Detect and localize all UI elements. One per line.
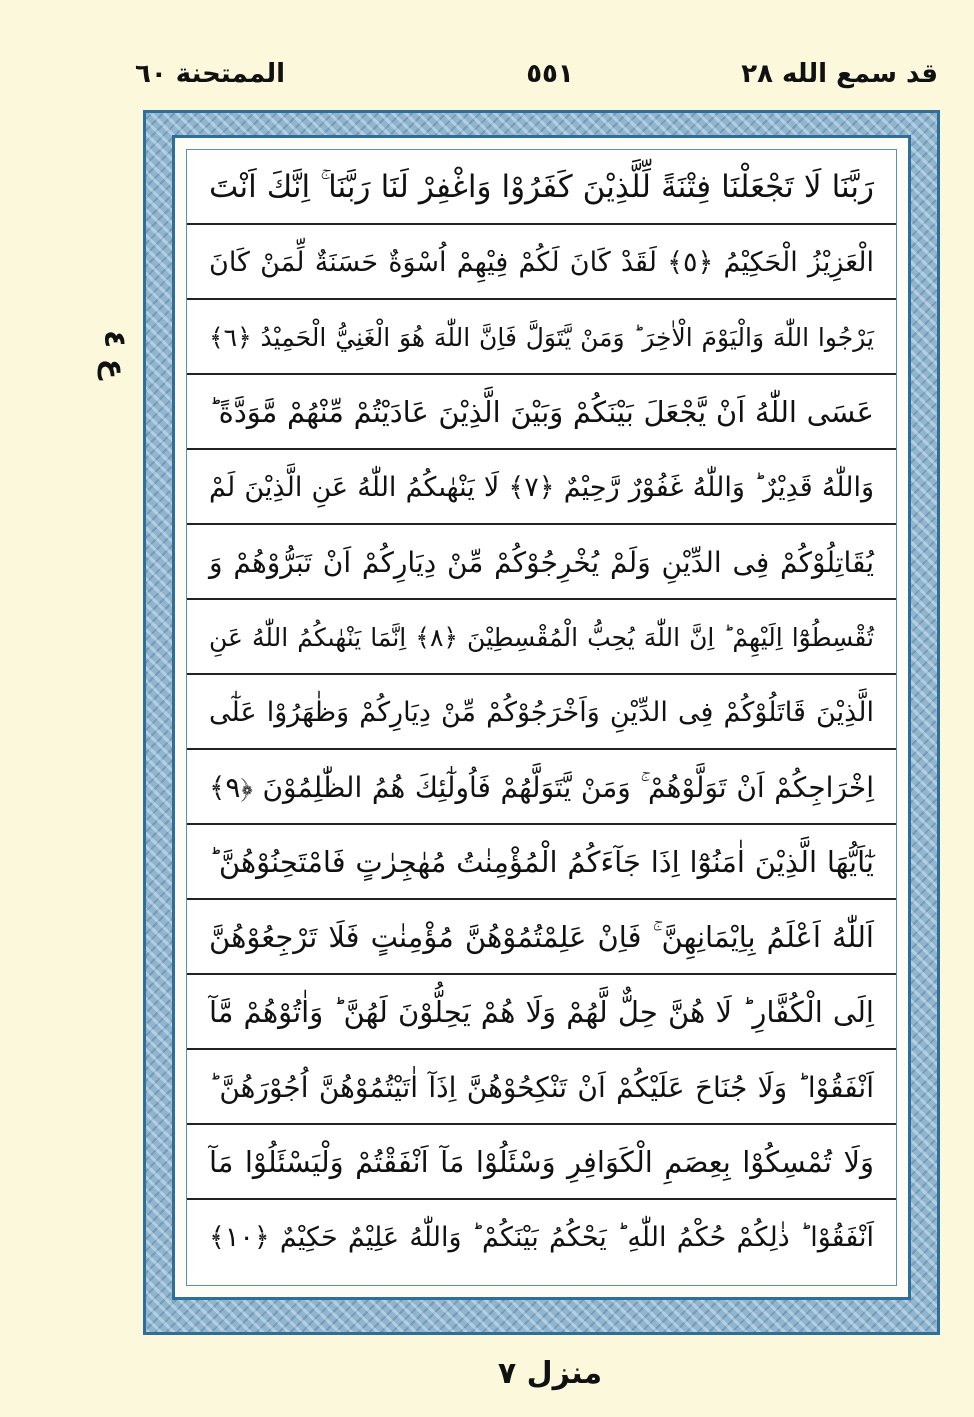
verse-line: تُقْسِطُوْٓا اِلَيْهِمْ ؕ اِنَّ اللّٰهَ يُحِبُّ الْمُقْسِطِيْنَ ﴿٨﴾ اِنَّمَا يَنْهٰىكُمُ اللّٰهُ عَنِ	[187, 600, 896, 675]
juz-title: قد سمع الله ٢٨	[741, 59, 938, 89]
verse-line: اِخْرَاجِكُمْ اَنْ تَوَلَّوْهُمْ ۚ وَمَنْ يَّتَوَلَّهُمْ فَاُولٰٓئِكَ هُمُ الظّٰلِمُوْنَ ﴿٩﴾	[187, 750, 896, 825]
verse-line: يُقَاتِلُوْكُمْ فِى الدِّيْنِ وَلَمْ يُخْرِجُوْكُمْ مِّنْ دِيَارِكُمْ اَنْ تَبَرُّوْهُمْ وَ	[187, 525, 896, 600]
verse-line: اَللّٰهُ اَعْلَمُ بِاِيْمَانِهِنَّ ۚ فَاِنْ عَلِمْتُمُوْهُنَّ مُؤْمِنٰتٍ فَلَا تَرْجِعُوْهُنَّ	[187, 900, 896, 975]
verse-line: وَلَا تُمْسِكُوْا بِعِصَمِ الْكَوَافِرِ وَسْئَلُوْا مَآ اَنْفَقْتُمْ وَلْيَسْئَلُوْا مَآ	[187, 1125, 896, 1200]
ruku-marker: ع ٤	[97, 330, 132, 380]
verse-line: يَرْجُوا اللّٰهَ وَالْيَوْمَ الْاٰخِرَ ؕ وَمَنْ يَّتَوَلَّ فَاِنَّ اللّٰهَ هُوَ الْغَنِيُّ الْحَمِيْدُ ﴿٦﴾	[187, 300, 896, 375]
verse-line: الْعَزِيْزُ الْحَكِيْمُ ﴿٥﴾ لَقَدْ كَانَ لَكُمْ فِيْهِمْ اُسْوَةٌ حَسَنَةٌ لِّمَنْ كَانَ	[187, 225, 896, 300]
surah-title: الممتحنة ٦٠	[135, 59, 286, 89]
verse-line: اِلَى الْكُفَّارِ ؕ لَا هُنَّ حِلٌّ لَّهُمْ وَلَا هُمْ يَحِلُّوْنَ لَهُنَّ ؕ وَاٰتُوْهُمْ مَّآ	[187, 975, 896, 1050]
text-panel	[186, 149, 897, 1286]
page-number: ٥٥١	[526, 59, 574, 89]
ornamental-frame	[143, 110, 940, 1335]
verse-line: اَنْفَقُوْا ؕ وَلَا جُنَاحَ عَلَيْكُمْ اَنْ تَنْكِحُوْهُنَّ اِذَآ اٰتَيْتُمُوْهُنَّ اُجُوْرَهُنَّ ؕ	[187, 1050, 896, 1125]
verse-line: رَبَّنَا لَا تَجْعَلْنَا فِتْنَةً لِّلَّذِيْنَ كَفَرُوْا وَاغْفِرْ لَنَا رَبَّنَا ۚ اِنَّكَ اَنْتَ	[187, 150, 896, 225]
page-header	[0, 0, 974, 110]
verse-line: اَنْفَقُوْا ؕ ذٰلِكُمْ حُكْمُ اللّٰهِ ؕ يَحْكُمُ بَيْنَكُمْ ؕ وَاللّٰهُ عَلِيْمٌ حَكِيْمٌ ﴿١٠﴾	[209, 1222, 874, 1253]
verse-line: يٰٓاَيُّهَا الَّذِيْنَ اٰمَنُوْٓا اِذَا جَآءَكُمُ الْمُؤْمِنٰتُ مُهٰجِرٰتٍ فَامْتَحِنُوْهُنَّ ؕ	[187, 825, 896, 900]
verse-line: الَّذِيْنَ قَاتَلُوْكُمْ فِى الدِّيْنِ وَاَخْرَجُوْكُمْ مِّنْ دِيَارِكُمْ وَظٰهَرُوْا عَلٰٓى	[187, 675, 896, 750]
manzil-footer: منزل ٧	[497, 1356, 603, 1391]
verse-line: وَاللّٰهُ قَدِيْرٌ ؕ وَاللّٰهُ غَفُوْرٌ رَّحِيْمٌ ﴿٧﴾ لَا يَنْهٰىكُمُ اللّٰهُ عَنِ الَّذِيْنَ لَمْ	[187, 450, 896, 525]
verse-line: عَسَى اللّٰهُ اَنْ يَّجْعَلَ بَيْنَكُمْ وَبَيْنَ الَّذِيْنَ عَادَيْتُمْ مِّنْهُمْ مَّوَدَّةً ؕ	[187, 375, 896, 450]
